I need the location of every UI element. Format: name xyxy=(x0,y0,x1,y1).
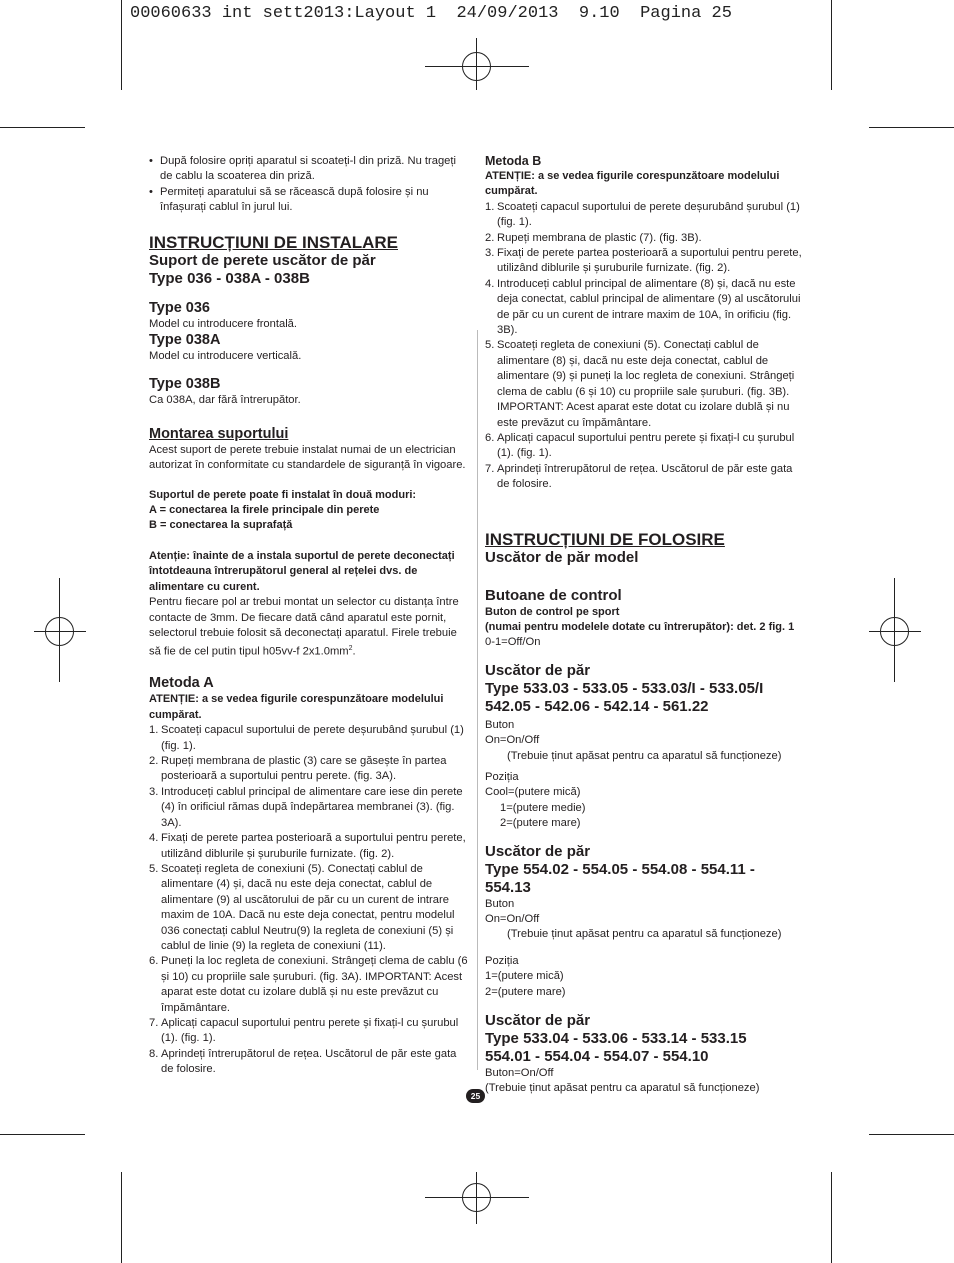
list-item: 7. Aprindeți întrerupătorul de rețea. Uscătorul de păr este gata de folosire. xyxy=(485,462,793,491)
print-header: 00060633 int sett2013:Layout 1 24/09/2013 9.10 Pagina 25 xyxy=(130,4,732,23)
crop-mark xyxy=(121,0,122,90)
group-title: 542.05 - 542.06 - 542.14 - 561.22 xyxy=(485,697,709,715)
modes-line: B = conectarea la suprafață xyxy=(149,519,293,532)
method-a-heading: Metoda A xyxy=(149,675,214,692)
safety-bullets xyxy=(149,154,469,216)
bullet-item: • După folosire opriți aparatul si scoateți-l din priză. Nu trageți de cablu la scoaterea din priză. xyxy=(149,154,469,185)
group-2 xyxy=(485,843,805,1000)
page-number: 25 xyxy=(466,1089,485,1103)
group-text: 2=(putere mare) xyxy=(500,817,581,830)
list-item: 2. Rupeți membrana de plastic (7). (fig. 3B). xyxy=(485,231,702,244)
group-text: 2=(putere mare) xyxy=(485,985,566,998)
group-text: On=On/Off xyxy=(485,913,540,925)
type036-text: Model cu introducere frontală. xyxy=(149,317,298,330)
bullet-item: • Permiteți aparatului să se răcească după folosire și nu înfașurați cablul în jurul lui. xyxy=(149,185,469,216)
group-title: Type 554.02 - 554.05 - 554.08 - 554.11 - xyxy=(485,860,755,878)
list-item: 3. Introduceți cablul principal de alimentare care iese din perete (4) în orificiul rămas după îndepărtarea membranei (3). (fig. 3A). xyxy=(149,785,463,829)
group-3 xyxy=(485,1012,805,1097)
group-title: 554.01 - 554.04 - 554.07 - 554.10 xyxy=(485,1048,709,1066)
group-text: Cool=(putere mică) xyxy=(485,786,581,799)
list-item: 8. Aprindeți întrerupătorul de rețea. Uscătorul de păr este gata de folosire. xyxy=(149,1047,457,1076)
group-text: On=On/Off xyxy=(485,734,540,747)
group-text: (Trebuie ținut apăsat pentru ca aparatul să funcționeze) xyxy=(507,749,782,762)
right-column xyxy=(485,154,805,1097)
list-item: 1. Scoateți capacul suportului de perete deșurubând șurubul (1) (fig. 1). xyxy=(485,200,800,229)
list-item: 1. Scoateți capacul suportului de perete deșurubând șurubul (1) (fig. 1). xyxy=(149,724,464,752)
group-text: Buton=On/Off xyxy=(485,1067,554,1080)
install-subtitle: Type 036 - 038A - 038B xyxy=(149,269,310,287)
crop-mark xyxy=(0,1134,85,1135)
method-b-heading: Metoda B xyxy=(485,154,542,168)
crop-mark xyxy=(869,1134,954,1135)
list-item: 6. Aplicați capacul suportului pentru perete și fixați-l cu șurubul (1). (fig. 1). xyxy=(485,431,795,460)
controls-bold: (numai pentru modelele dotate cu întrerupător): det. 2 fig. 1 xyxy=(485,620,795,633)
group-text: Buton xyxy=(485,897,515,910)
install-heading: INSTRUCȚIUNI DE INSTALARE xyxy=(149,232,399,252)
group-text: (Trebuie ținut apăsat pentru ca aparatul să funcționeze) xyxy=(507,928,782,941)
group-1 xyxy=(485,662,805,832)
group-text: 1=(putere medie) xyxy=(500,801,586,814)
use-heading: INSTRUCȚIUNI DE FOLOSIRE xyxy=(485,529,725,549)
install-subtitle: Suport de perete uscător de păr xyxy=(149,251,376,269)
group-text: Buton xyxy=(485,718,515,731)
method-a-steps xyxy=(149,723,469,1077)
column-divider xyxy=(477,330,478,1070)
group-text: 1=(putere mică) xyxy=(485,970,564,983)
group-title: Uscător de păr xyxy=(485,842,591,860)
list-item: 3. Fixați de perete partea posterioară a suportului pentru perete, utilizând diblurile și șuruburile furnizate. (fig. 2). xyxy=(485,247,802,275)
group-title: Type 533.03 - 533.05 - 533.03/I - 533.05/I xyxy=(485,679,764,697)
group-title: 554.13 xyxy=(485,878,531,896)
type038a-text: Model cu introducere verticală. xyxy=(149,350,302,363)
list-item: 2. Rupeți membrana de plastic (3) care se găsește în partea posterioară a suportului pentru perete. (fig. 3A). xyxy=(149,755,447,783)
controls-heading: Butoane de control xyxy=(485,586,622,604)
crop-mark xyxy=(831,1172,832,1263)
crop-mark xyxy=(869,127,954,128)
group-title: Uscător de păr xyxy=(485,661,591,679)
list-item: 5. Scoateți regleta de conexiuni (5). Conectați cablul de alimentare (8) și, dacă nu este deja conectat, cablul de alimentare (9) și puneți la loc regleta de conexiuni. Strângeți clema de cablu (6 și 10) cu propriile sale șuruburi. (fig. 3B). IMPORTANT: Acest aparat este dotat cu izolare dublă și nu este prevăzut cu împământare. xyxy=(485,339,795,429)
group-title: Uscător de păr xyxy=(485,1012,591,1030)
group-text: Poziția xyxy=(485,770,519,783)
list-item: 5. Scoateți regleta de conexiuni (5). Conectați cablul de alimentare (4) și, dacă nu este deja conectat, cablul de alimentare (9) al uscătorului de păr cu un curent de intrare maxim de 10A. Dacă nu este deja conectat, pentru modelul 036 conectați cablul Neutru(9) la regleta de conexiuni (5) și cablul de linie (9) la regleta de conexiuni (11). xyxy=(149,862,455,952)
mount-text: Acest suport de perete trebuie instalat numai de un electrician autorizat în conformitate cu standardele de siguranță în vigoare. xyxy=(149,443,466,472)
modes-line: A = conectarea la firele principale din perete xyxy=(149,504,380,517)
group-title: Type 533.04 - 533.06 - 533.14 - 533.15 xyxy=(485,1030,747,1048)
controls-text: 0-1=Off/On xyxy=(485,636,541,649)
warning-text: Pentru fiecare pol ar trebui montat un selector cu distanța între contacte de 3mm. De fiecare dată când aparatul este pornit, selectorul trebuie folosit să deconectați aparatul. Firele trebuie să fie de cel putin tipul h05vv-f $2x1.0mm^2$. xyxy=(149,596,459,659)
group-text: Poziția xyxy=(485,954,519,967)
use-subtitle: Uscător de păr model xyxy=(485,548,639,566)
crop-mark xyxy=(831,0,832,90)
left-column xyxy=(149,154,469,1078)
modes-line: Suportul de perete poate fi instalat în două moduri: xyxy=(149,488,417,501)
crop-mark xyxy=(121,1172,122,1263)
method-b-note: ATENȚIE: a se vedea figurile corespunzătoare modelului cumpărat. xyxy=(485,170,780,198)
type036-heading: Type 036 xyxy=(149,299,210,316)
warning-bold: Atenție: înainte de a instala suportul de perete deconectați întotdeauna întrerupătorul general al rețelei dvs. de alimentare cu curent. xyxy=(149,549,455,593)
type038b-text: Ca 038A, dar fără întrerupător. xyxy=(149,394,301,407)
list-item: 7. Aplicați capacul suportului pentru perete și fixați-l cu șurubul (1). (fig. 1). xyxy=(149,1016,459,1045)
list-item: 4. Introduceți cablul principal de alimentare (8) și, dacă nu este deja conectat, cablul principal de alimentare (9) al uscătorului de păr cu un curent de intrare maxim de 10A, în orificiu (fig. 3B). xyxy=(485,277,801,337)
list-item: 4. Fixați de perete partea posterioară a suportului pentru perete, utilizând diblurile și șuruburile furnizate. (fig. 2). xyxy=(149,832,466,860)
method-a-note: ATENȚIE: a se vedea figurile corespunzătoare modelului cumpărat. xyxy=(149,693,444,721)
type038a-heading: Type 038A xyxy=(149,332,221,349)
controls-bold: Buton de control pe sport xyxy=(485,605,620,618)
group-text: (Trebuie ținut apăsat pentru ca aparatul să funcționeze) xyxy=(485,1082,760,1095)
type038b-heading: Type 038B xyxy=(149,376,221,393)
mount-heading: Montarea suportului xyxy=(149,425,289,442)
method-b-steps xyxy=(485,200,805,493)
crop-mark xyxy=(0,127,85,128)
list-item: 6. Puneți la loc regleta de conexiuni. Strângeți clema de cablu (6 și 10) cu propriile sale șuruburi. (fig. 3A). IMPORTANT: Acest aparat este dotat cu izolare dublă și nu este prevăzut cu împământare. xyxy=(149,955,468,1014)
